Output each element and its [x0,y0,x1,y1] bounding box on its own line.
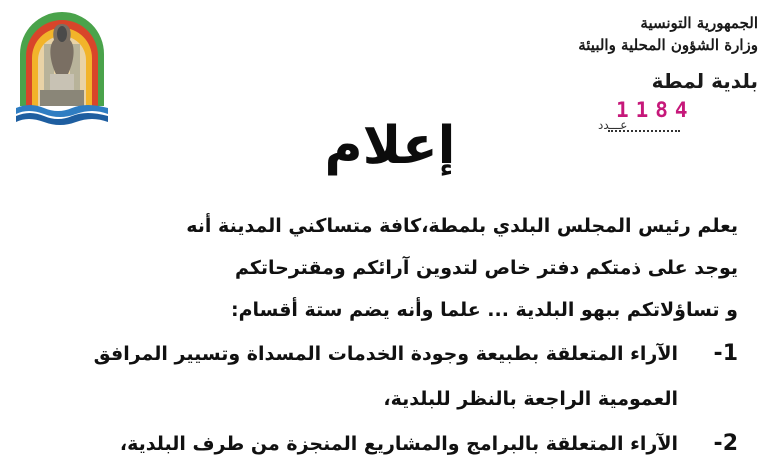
intro-line: يعلم رئيس المجلس البلدي بلمطة،كافة متساكني المدينة أنه [186,215,738,237]
republic-name: الجمهورية التونسية [640,14,758,32]
reference-number [598,98,718,138]
intro-line: يوجد على ذمتكم دفتر خاص لتدوين آرائكم ومقترحاتكم [234,257,738,279]
letterhead [458,12,758,92]
document-title: إعلام [324,116,456,176]
list-item-number: 2- [713,431,738,456]
municipality-logo-icon [12,10,112,128]
list-item [40,331,738,377]
ministry-name: وزارة الشؤون المحلية والبيئة [578,36,758,54]
list-item-text: الآراء المتعلقة بالبرامج والمشاريع المنجزة من طرف البلدية، [119,433,678,455]
announcement-body [40,205,738,467]
number-dotted-line [608,130,680,132]
list-item [40,421,738,467]
stamped-number: 1184 [616,98,695,122]
number-label: عـــدد [598,118,628,132]
list-item-text: الآراء المتعلقة بطبيعة وجودة الخدمات المسداة وتسيير المرافق [93,343,678,365]
intro-line: و تساؤلاتكم ببهو البلدية ... علما وأنه يضم ستة أقسام: [230,299,738,321]
list-item-continuation: العمومية الراجعة بالنظر للبلدية، [383,388,678,410]
list-item-number: 1- [713,341,738,366]
municipality-name: بلدية لمطة [651,69,758,93]
